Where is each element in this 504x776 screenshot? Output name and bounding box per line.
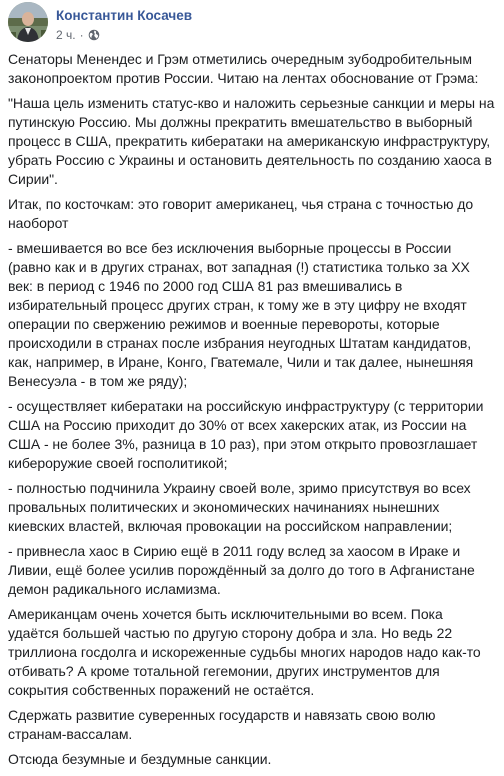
post-paragraph: Сдержать развитие суверенных государств и навязать свою волю странам-вассалам. <box>8 707 436 742</box>
post-paragraph: - привнесла хаос в Сирию ещё в 2011 году вслед за хаосом в Ираке и Ливии, ещё более усилив порождённый за долго до того в Афганистане демон радикального исламизма. <box>8 543 475 597</box>
post-body <box>8 50 496 769</box>
post-paragraph: - полностью подчинила Украину своей воле, зримо присутствуя во всех провальных политических и экономических начинаниях нынешних киевских властей, включая провокации на российском направлении; <box>8 480 471 534</box>
post-paragraph: - осуществляет кибератаки на российскую инфраструктуру (с территории США на Россию приходит до 30% от всех хакерских атак, из России на США - не более 3%, разница в 10 раз), при этом открыто провозглашает кибероружие своей госполитикой; <box>8 398 484 471</box>
post-subline <box>56 28 192 42</box>
post-paragraph: Сенаторы Менендес и Грэм отметились очередным зубодробительным законопроектом против России. Читаю на лентах обоснование от Грэма: <box>8 51 479 86</box>
post-paragraph: Итак, по косточкам: это говорит американец, чья страна с точностью до наоборот <box>8 196 474 231</box>
author-name-link[interactable]: Константин Косачев <box>56 8 193 23</box>
post-timestamp[interactable]: 2 ч. <box>56 28 76 42</box>
post-header <box>8 0 496 50</box>
separator-dot: · <box>79 28 84 42</box>
post-paragraph: Отсюда безумные и бездумные санкции. <box>8 751 272 767</box>
avatar-photo-icon <box>8 2 48 42</box>
post-paragraph: Американцам очень хочется быть исключительными во всем. Пока удаётся большей частью по другую сторону добра и зла. Но ведь 22 триллиона госдолга и искореженные судьбы многих народов надо как-то отбивать? А кроме тотальной гегемонии, других инструментов для сокрытия собственных поражений не остаётся. <box>8 606 481 698</box>
author-avatar[interactable] <box>8 2 48 42</box>
post-paragraph: "Наша цель изменить статус-кво и наложить серьезные санкции и меры на путинскую Россию. Мы должны прекратить вмешательство в выборный процесс в США, прекратить кибератаки на американскую инфраструктуру, убрать Россию с Украины и остановить деятельность по созданию хаоса в Сирии". <box>8 95 495 187</box>
post-meta <box>56 2 192 42</box>
globe-icon[interactable] <box>88 29 100 41</box>
post-paragraph: - вмешивается во все без исключения выборные процессы в России (равно как и в других странах, вот западная (!) статистика только за XX век: в период с 1946 по 2000 год США 81 раз вмешивались в избирательный процесс других стран, к тому же в эту цифру не входят операции по свержению режимов и военные перевороты, которые происходили в странах после избрания неугодных Штатам кандидатов, как, например, в Иране, Конго, Гватемале, Чили и так далее, нынешняя Венесуэла - в том же ряду); <box>8 240 474 389</box>
